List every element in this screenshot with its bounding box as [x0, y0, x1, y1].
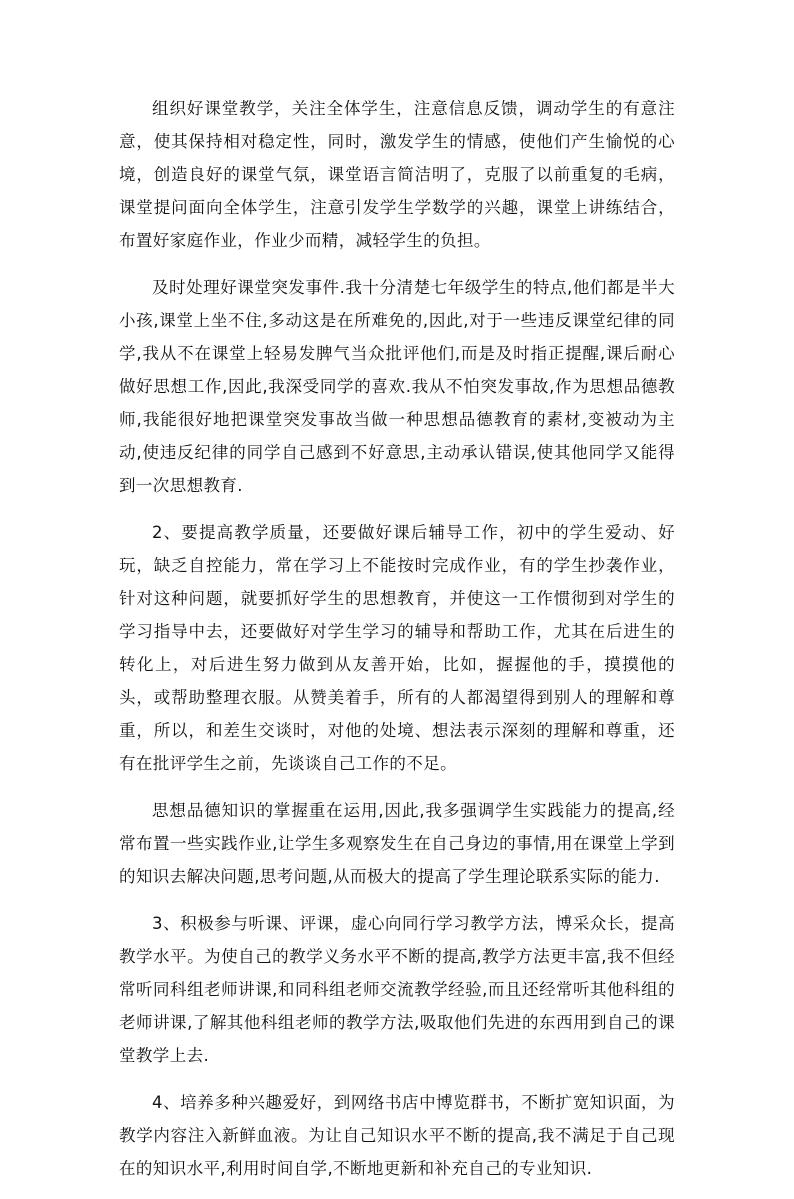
paragraph-after-class-tutoring: 2、要提高教学质量，还要做好课后辅导工作，初中的学生爱动、好玩，缺乏自控能力，常在学习上不能按时完成作业，有的学生抄袭作业，针对这种问题，就要抓好学生的思想教育，并使这一工作惯彻到对学生的学习指导中去，还要做好对学生学习的辅导和帮助工作，尤其在后进生的转化上，对后进生努力做到从友善开始，比如，握握他的手，摸摸他的头，或帮助整理衣服。从赞美着手，所有的人都渴望得到别人的理解和尊重，所以，和差生交谈时，对他的处境、想法表示深刻的理解和尊重，还有在批评学生之前，先谈谈自己工作的不足。 — [119, 523, 675, 773]
paragraph-practical-application: 思想品德知识的掌握重在运用,因此,我多强调学生实践能力的提高,经常布置一些实践作业,让学生多观察发生在自己身边的事情,用在课堂上学到的知识去解决问题,思考问题,从而极大的提高了学生理论联系实际的能力. — [119, 801, 675, 886]
paragraph-classroom-incidents: 及时处理好课堂突发事件.我十分清楚七年级学生的特点,他们都是半大小孩,课堂上坐不住,多动这是在所难免的,因此,对于一些违反课堂纪律的同学,我从不在课堂上轻易发脾气当众批评他们,而是及时指正提醒,课后耐心做好思想工作,因此,我深受同学的喜欢.我从不怕突发事故,作为思想品德教师,我能很好地把课堂突发事故当做一种思想品德教育的素材,变被动为主动,使违反纪律的同学自己感到不好意思,主动承认错误,使其他同学又能得到一次思想教育. — [119, 278, 675, 495]
paragraph-lesson-observation: 3、积极参与听课、评课，虚心向同行学习教学方法，博采众长，提高教学水平。为使自己的教学义务水平不断的提高,教学方法更丰富,我不但经常听同科组老师讲课,和同科组老师交流教学经验,而且还经常听其他科组的老师讲课,了解其他科组老师的教学方法,吸取他们先进的东西用到自己的课堂教学上去. — [119, 914, 675, 1065]
paragraph-classroom-teaching: 组织好课堂教学，关注全体学生，注意信息反馈，调动学生的有意注意，使其保持相对稳定性，同时，激发学生的情感，使他们产生愉悦的心境，创造良好的课堂气氛，课堂语言简洁明了，克服了以前重复的毛病，课堂提问面向全体学生，注意引发学生学数学的兴趣，课堂上讲练结合，布置好家庭作业，作业少而精，减轻学生的负担。 — [119, 99, 675, 250]
paragraph-interests-and-reading: 4、培养多种兴趣爱好，到网络书店中博览群书，不断扩宽知识面，为教学内容注入新鲜血液。为让自己知识水平不断的提高,我不满足于自己现在的知识水平,利用时间自学,不断地更新和补充自己的专业知识. — [119, 1093, 675, 1178]
document-body — [119, 92, 675, 1199]
